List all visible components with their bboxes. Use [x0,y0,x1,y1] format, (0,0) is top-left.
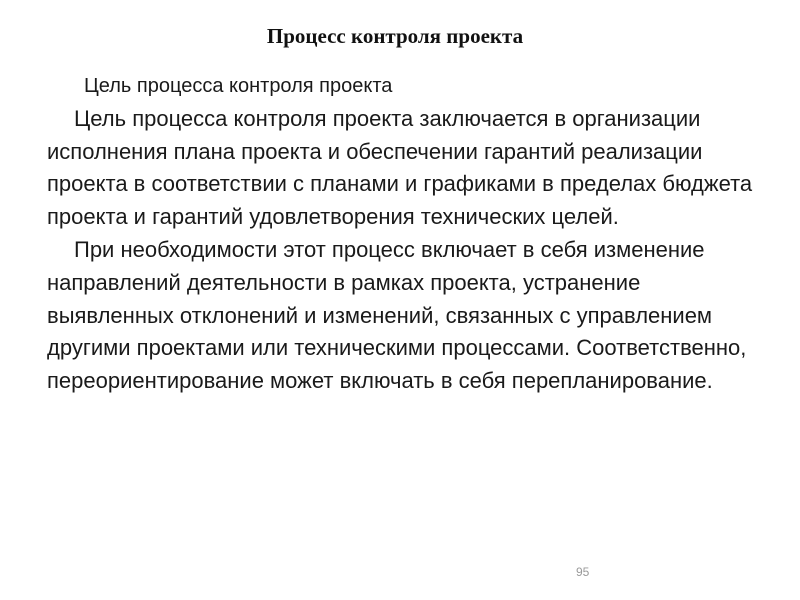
paragraph-goal: Цель процесса контроля проекта заключается в организации исполнения плана проекта и обеспечении гарантий реализации проекта в соответствии с планами и графиками в пределах бюджета проекта и гарантий удовлетворения технических целей. [47,105,753,230]
subheading: Цель процесса контроля проекта [84,75,393,97]
paragraph-changes: При необходимости этот процесс включает в себя изменение направлений деятельности в рамках проекта, устранение выявленных отклонений и изменений, связанных с управлением другими проектами или техническими процессами. Соответственно, переориентирование может включать в себя перепланирование. [47,236,747,394]
slide-body [47,70,767,398]
slide-title: Процесс контроля проекта [266,24,524,48]
page-number: 95 [576,565,590,579]
